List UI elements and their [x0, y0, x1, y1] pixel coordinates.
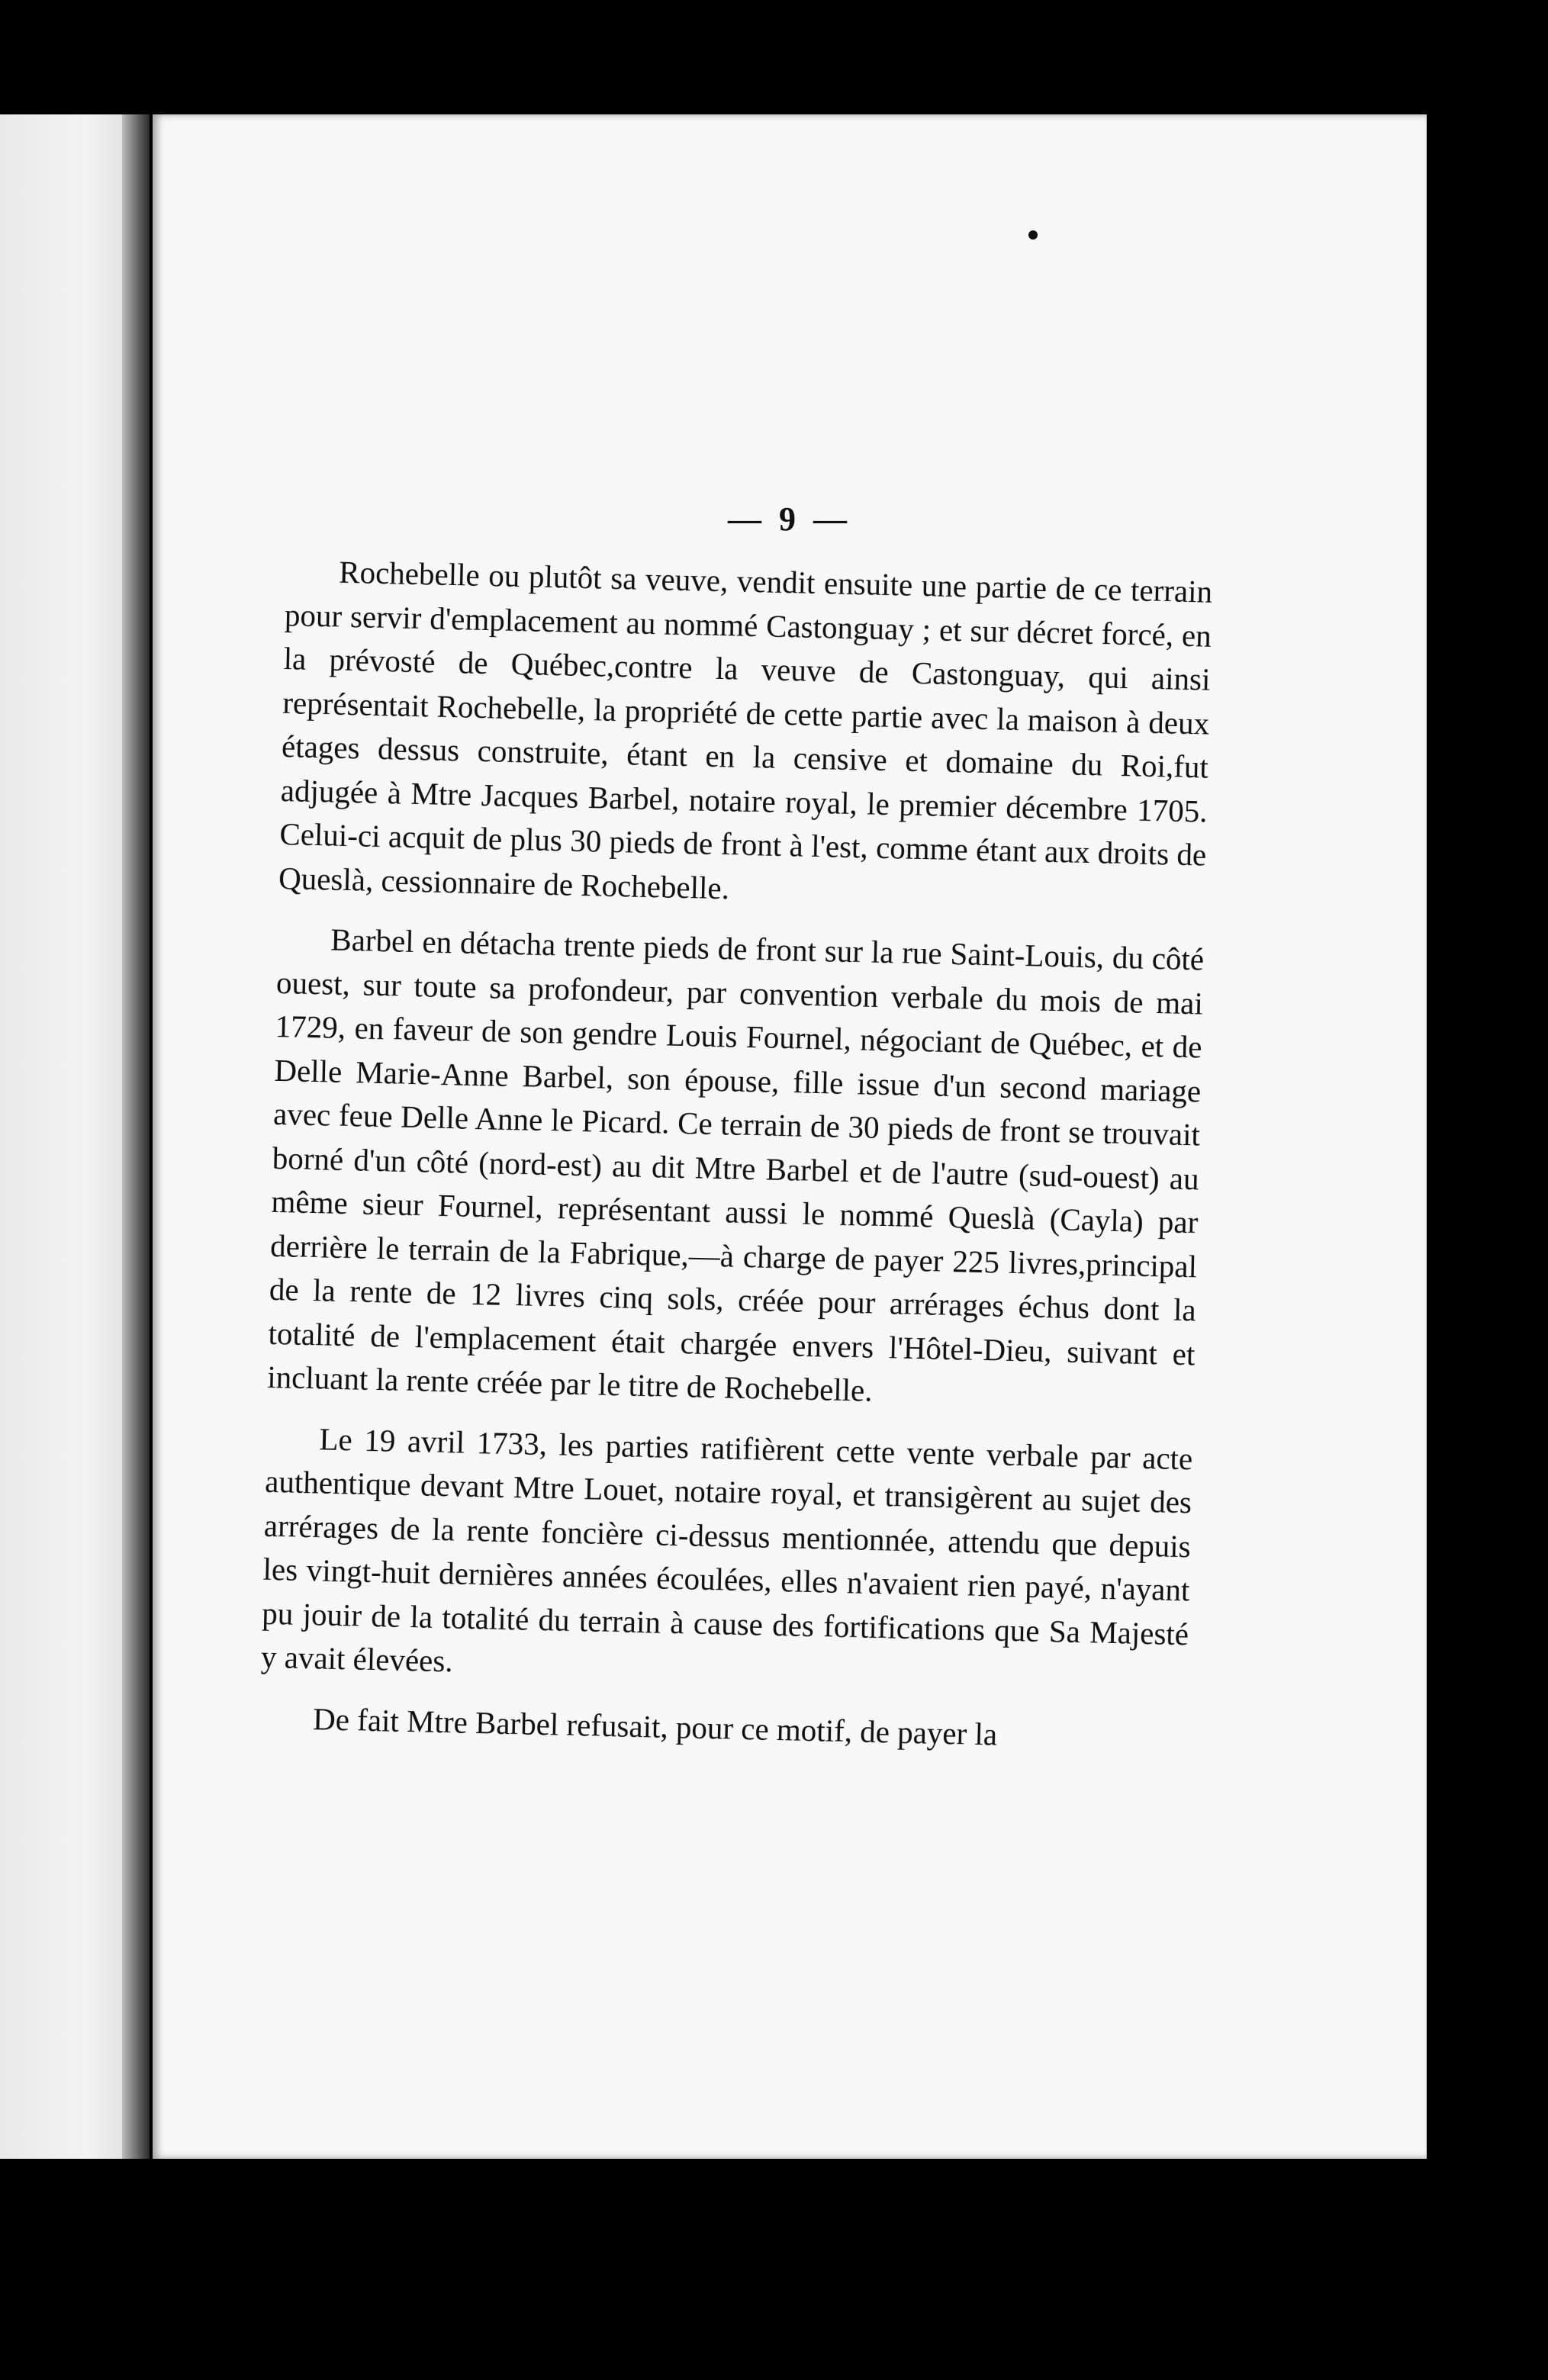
body-text: [259, 549, 1213, 1761]
ink-spot: [1028, 230, 1038, 240]
paragraph-2: Barbel en détacha trente pieds de front sur la rue Saint-Louis, du côté ouest, sur toute sa profondeur, par convention verbale du mois de mai 1729, en faveur de son gendre Louis Fournel, négociant de Québec, et de Delle Marie-Anne Barbel, son épouse, fille issue d'un second mariage avec feue Delle Anne le Picard. Ce terrain de 30 pieds de front se trouvait borné d'un côté (nord-est) au dit Mtre Barbel et de l'autre (sud-ouest) au même sieur Fournel, représentant aussi le nommé Queslà (Cayla) par derrière le terrain de la Fabrique,—à charge de payer 225 livres,principal de la rente de 12 livres cinq sols, créée pour arrérages échus dont la totalité de l'emplacement était chargée envers l'Hôtel-Dieu, suivant et incluant la rente créée par le titre de Rochebelle.: [266, 921, 1205, 1408]
paragraph-1: Rochebelle ou plutôt sa veuve, vendit ensuite une partie de ce terrain pour servir d'emplacement au nommé Castonguay ; et sur décret forcé, en la prévosté de Québec,contre la veuve de Castonguay, qui ainsi représentait Rochebelle, la propriété de cette partie avec la maison à deux étages dessus construite, étant en la censive et domaine du Roi,fut adjugée à Mtre Jacques Barbel, notaire royal, le premier décembre 1705. Celui-ci acquit de plus 30 pieds de front à l'est, comme étant aux droits de Queslà, cessionnaire de Rochebelle.: [278, 554, 1213, 905]
paragraph-4: De fait Mtre Barbel refusait, pour ce motif, de payer la: [312, 1700, 998, 1752]
page-number: — 9 —: [728, 500, 851, 538]
book-gutter: [122, 114, 150, 2159]
book-page: [153, 114, 1427, 2159]
paragraph-3: Le 19 avril 1733, les parties ratifièrent cette vente verbale par acte authentique devant Mtre Louet, notaire royal, et transigèrent au sujet des arrérages de la rente foncière ci-dessus mentionnée, attendu que depuis les vingt-huit dernières années écoulées, elles n'avaient rien payé, n'ayant pu jouir de la totalité du terrain à cause des fortifications que Sa Majesté y avait élevées.: [260, 1420, 1193, 1679]
